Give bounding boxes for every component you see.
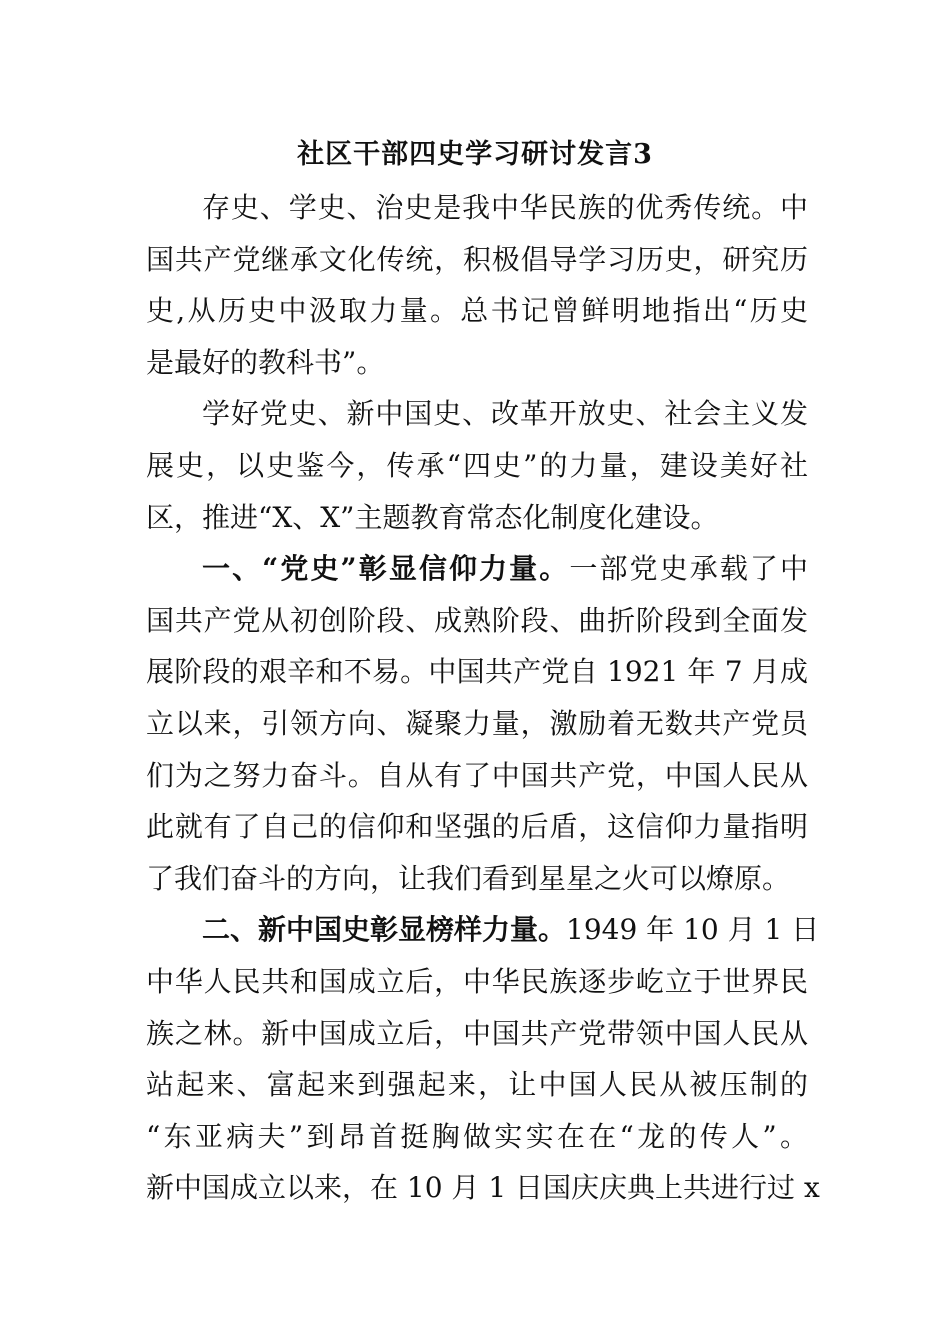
paragraph-1-line-2: 国共产党继承文化传统，积极倡导学习历史，研究历 bbox=[146, 242, 808, 276]
paragraph-3-line-4: 立以来，引领方向、凝聚力量，激励着无数共产党员 bbox=[146, 706, 808, 740]
paragraph-2-line-2: 展史，以史鉴今，传承“四史”的力量，建设美好社 bbox=[146, 448, 808, 482]
paragraph-2-line-3: 区，推进“X、X”主题教育常态化制度化建设。 bbox=[146, 500, 719, 534]
paragraph-4-line-3: 族之林。新中国成立后，中国共产党带领中国人民从 bbox=[146, 1016, 808, 1050]
paragraph-4-line-4: 站起来、富起来到强起来，让中国人民从被压制的 bbox=[146, 1068, 808, 1102]
section-heading-party-history: 一、“党史”彰显信仰力量。 bbox=[202, 552, 570, 586]
paragraph-3-line-1 bbox=[146, 543, 808, 595]
paragraph-4-line-6: 新中国成立以来，在 10 月 1 日国庆庆典上共进行过 x bbox=[146, 1171, 820, 1205]
paragraph-1-line-1: 存史、学史、治史是我中华民族的优秀传统。中 bbox=[202, 191, 808, 224]
paragraph-4-line-1 bbox=[146, 904, 820, 956]
paragraph-3-line-1-text: 一部党史承载了中 bbox=[569, 552, 808, 586]
paragraph-4-line-2: 中华人民共和国成立后，中华民族逐步屹立于世界民 bbox=[146, 964, 808, 998]
document-body bbox=[146, 182, 820, 1214]
section-heading-new-china-history: 二、新中国史彰显榜样力量。 bbox=[202, 913, 567, 947]
paragraph-2-line-1: 学好党史、新中国史、改革开放史、社会主义发 bbox=[202, 397, 808, 431]
paragraph-3-line-7: 了我们奋斗的方向，让我们看到星星之火可以燎原。 bbox=[146, 861, 791, 895]
paragraph-3-line-2: 国共产党从初创阶段、成熟阶段、曲折阶段到全面发 bbox=[146, 603, 808, 637]
paragraph-1-line-4: 是最好的教科书”。 bbox=[146, 345, 385, 379]
paragraph-4-line-5: “东亚病夫”到昂首挺胸做实实在在“龙的传人”。 bbox=[146, 1119, 808, 1153]
paragraph-3-line-6: 此就有了自己的信仰和坚强的后盾，这信仰力量指明 bbox=[146, 810, 808, 844]
paragraph-3-line-3: 展阶段的艰辛和不易。中国共产党自 1921 年 7 月成 bbox=[146, 655, 808, 689]
document-title: 社区干部四史学习研讨发言3 bbox=[297, 139, 653, 170]
paragraph-3-line-5: 们为之努力奋斗。自从有了中国共产党，中国人民从 bbox=[146, 758, 808, 792]
paragraph-4-line-1-text: 1949 年 10 月 1 日 bbox=[566, 913, 820, 947]
paragraph-1-line-3: 史,从历史中汲取力量。总书记曾鲜明地指出“历史 bbox=[146, 294, 808, 328]
